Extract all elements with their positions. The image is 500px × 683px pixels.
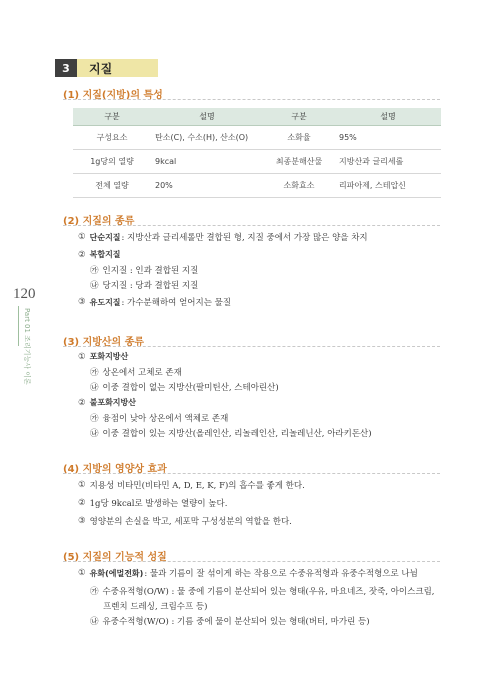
table-cell: 소화효소 [263,174,335,198]
section-2-title: (2) 지질의 종류 [63,216,135,227]
section-4-rule [63,473,440,474]
list-item [78,351,129,362]
definition: : 가수분해하여 얻어지는 물질 [121,298,232,308]
definition: : 물과 기름이 잘 섞이게 하는 작용으로 수중유적형과 유중수적형으로 나뉨 [144,569,418,579]
table-header-cell: 설명 [335,108,441,126]
table-row [73,174,441,198]
list-item [90,427,372,439]
definition: 프렌치 드레싱, 크림수프 등) [103,602,208,612]
list-item [90,412,228,424]
definition: 수중유적형(O/W) : 물 중에 기름이 분산되어 있는 형태(우유, 마요네즈, 잣죽, 아이스크림, [102,587,435,597]
table-cell: 지방산과 글리세롤 [335,150,441,174]
table-cell: 최종분해산물 [263,150,335,174]
chapter-number: 3 [55,59,77,77]
list-marker: ㉮ [90,414,99,424]
page-number: 120 [13,286,36,302]
list-marker: ㉮ [90,368,99,378]
definition: 1g당 9kcal로 발생하는 열량이 높다. [89,499,228,509]
list-item [90,615,370,627]
section-3-title: (3) 지방산의 종류 [63,337,145,348]
section-1-title: (1) 지질(지방)의 특성 [63,90,163,101]
running-side-text: Part 01 조리기능사 이론 [23,308,31,385]
term: 유화(에멀전화) [89,568,144,578]
definition: 이중 결합이 없는 지방산(팔미틴산, 스테아린산) [102,383,279,393]
list-marker: ② [78,498,86,508]
list-item [78,567,418,579]
table-row [73,126,441,150]
section-2-rule [63,225,440,226]
list-item [78,231,368,243]
list-marker: ② [78,249,86,260]
table-cell: 95% [335,126,441,150]
definition: 유중수적형(W/O) : 기름 중에 물이 분산되어 있는 형태(버터, 마가린 등) [102,617,370,627]
term: 복합지질 [89,250,121,259]
list-marker: ② [78,397,86,408]
list-marker: ① [78,568,86,578]
list-item [90,279,198,291]
list-item [90,366,182,378]
table-header-cell: 구분 [263,108,335,126]
term: 유도지질 [89,297,121,307]
chapter-title: 지질 [89,61,113,76]
list-marker: ㉮ [90,266,99,276]
section-1-rule [63,99,440,100]
list-marker: ③ [78,516,86,526]
list-item [78,515,292,527]
table-row [73,150,441,174]
term: 포화지방산 [89,352,129,361]
side-divider [18,306,19,346]
term: 단순지질 [89,232,121,242]
table-cell: 구성요소 [73,126,151,150]
list-item [90,585,434,597]
table-cell: 1g당의 열량 [73,150,151,174]
chapter-header [55,59,158,77]
lipid-properties-table [73,108,441,198]
table-cell: 전체 열량 [73,174,151,198]
table-cell: 소화율 [263,126,335,150]
table-header-cell: 구분 [73,108,151,126]
term: 불포화지방산 [89,398,136,407]
list-item [78,479,305,491]
list-marker: ① [78,232,86,242]
definition: : 지방산과 글리세롤만 결합된 형, 지질 중에서 가장 많은 양을 차지 [121,233,368,243]
definition: 당지질 : 당과 결합된 지질 [102,281,199,291]
list-marker: ㉮ [90,587,99,597]
table-cell: 20% [151,174,263,198]
list-marker: ㉯ [90,383,99,393]
section-4-title: (4) 지방의 영양상 효과 [63,464,167,475]
list-item [78,397,137,408]
definition: 인지질 : 인과 결합된 지질 [102,266,199,276]
list-marker: ㉯ [90,617,99,627]
table-cell: 9kcal [151,150,263,174]
definition: 융점이 낮아 상온에서 액체로 존재 [102,414,229,424]
definition: 상온에서 고체로 존재 [102,368,182,378]
table-header-cell: 설명 [151,108,263,126]
table-cell: 탄소(C), 수소(H), 산소(O) [151,126,263,150]
list-marker: ㉯ [90,281,99,291]
list-marker: ① [78,480,86,490]
table-cell: 리파아제, 스테압신 [335,174,441,198]
list-marker: ① [78,351,86,362]
list-item [78,296,231,308]
list-item-continuation [103,600,207,612]
list-item [78,249,122,260]
list-marker: ㉯ [90,429,99,439]
definition: 지용성 비타민(비타민 A, D, E, K, F)의 흡수를 좋게 한다. [89,481,305,491]
list-marker: ③ [78,297,86,307]
list-item [90,264,198,276]
table-header-row [73,108,441,126]
section-3-rule [63,346,440,347]
definition: 영양분의 손실을 박고, 세포막 구성성분의 역할을 한다. [89,517,292,527]
definition: 이중 결합이 있는 지방산(올레인산, 리놀레인산, 리놀레닌산, 아라키돈산) [102,429,372,439]
list-item [78,497,227,509]
section-5-rule [63,561,440,562]
section-5-title: (5) 지질의 기능적 성질 [63,552,167,563]
list-item [90,381,279,393]
